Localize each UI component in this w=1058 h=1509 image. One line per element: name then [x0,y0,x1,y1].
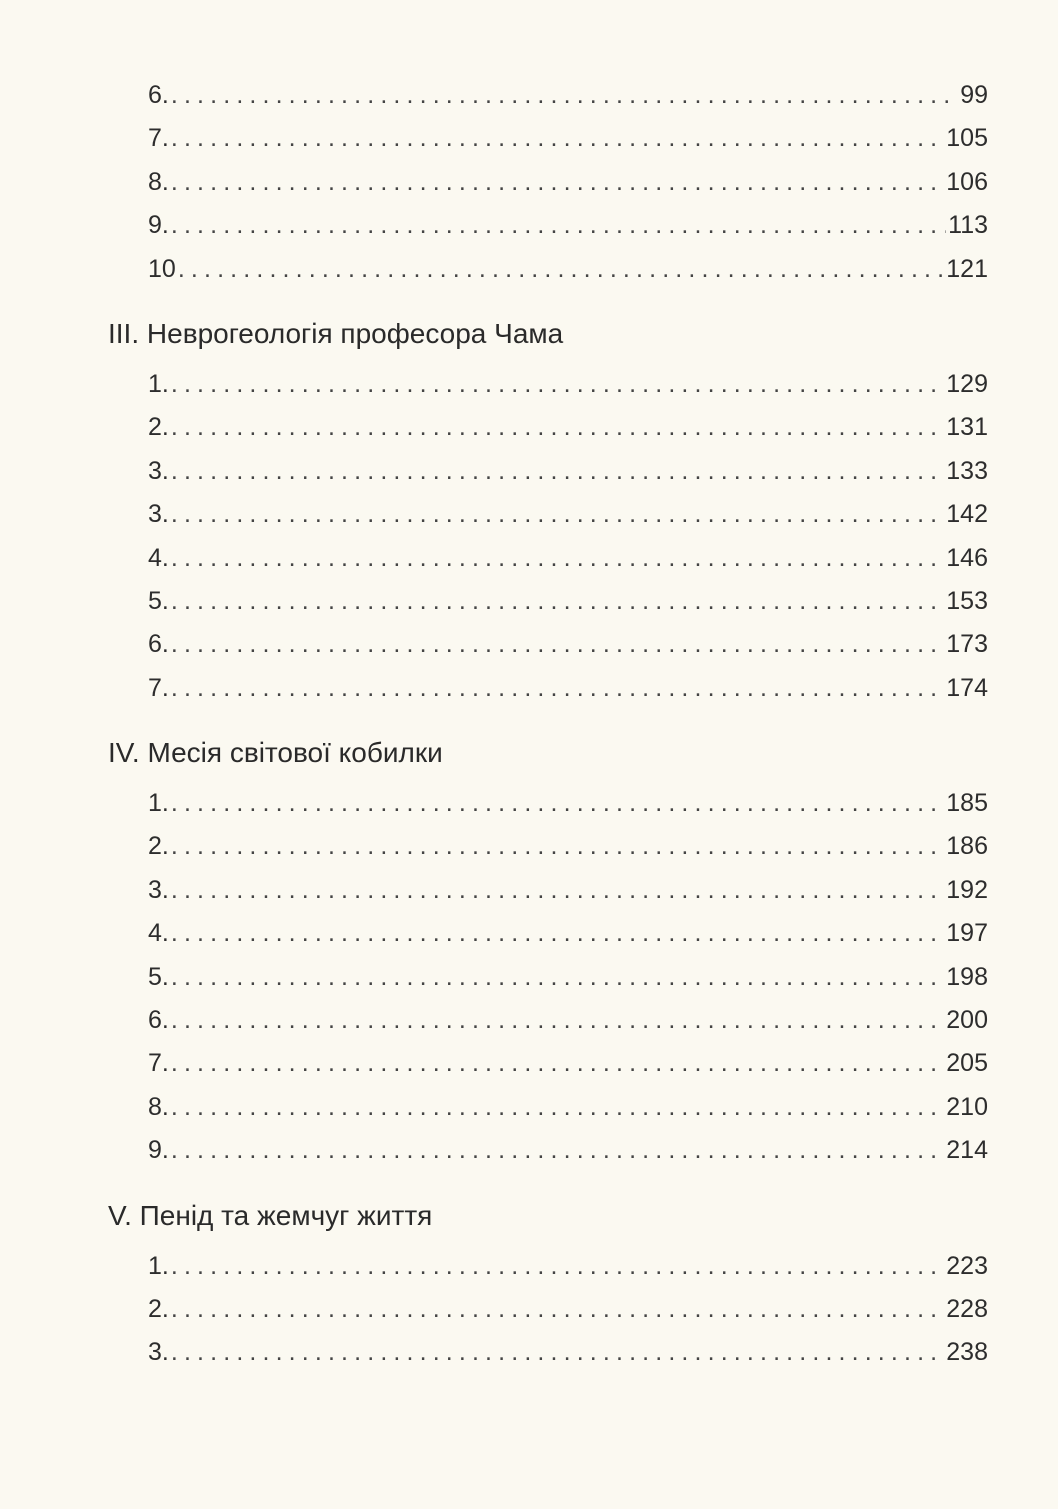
page-number: 198 [946,962,988,991]
dot-leader [171,161,944,204]
page-number: 200 [946,1006,988,1035]
page-number: 153 [946,586,988,615]
toc-entry [148,1245,988,1288]
toc-entry [148,1288,988,1331]
dot-leader [171,782,944,825]
part-title: III. Неврогеологія професора Чама [108,317,564,349]
page-number: 223 [946,1251,988,1280]
entry-number: 10 [148,254,176,283]
dot-leader [171,623,944,666]
toc-entry [148,667,988,710]
page-number: 133 [946,456,988,485]
toc-entry [148,999,988,1042]
dot-leader [171,493,944,536]
dot-leader [171,1288,944,1331]
toc-section-part-4 [108,731,988,1173]
dot-leader [171,1129,944,1172]
entry-number: 4. [148,543,169,572]
page-number: 174 [946,673,988,702]
dot-leader [171,912,944,955]
entry-number: 1. [148,369,169,398]
page-number: 129 [946,369,988,398]
dot-leader [171,869,944,912]
dot-leader [171,117,944,160]
entry-number: 8. [148,167,169,196]
toc-entry [148,1042,988,1085]
table-of-contents [108,74,988,1375]
toc-entry [148,204,988,247]
dot-leader [171,1086,944,1129]
entry-number: 2. [148,413,169,442]
page-number: 99 [960,81,988,109]
entry-number: 2. [148,1294,169,1323]
entry-number: 6. [148,1006,169,1035]
entry-number: 6. [148,630,169,659]
toc-entry [148,825,988,868]
page-number: 228 [946,1294,988,1323]
toc-entry [148,493,988,536]
toc-entry [148,1331,988,1374]
toc-entry [148,161,988,204]
page-number: 197 [946,919,988,948]
entry-number: 7. [148,673,169,702]
toc-entry [148,450,988,493]
entry-number: 5. [148,586,169,615]
toc-entry [148,406,988,449]
page-number: 146 [946,543,988,572]
toc-entry [148,1129,988,1172]
toc-entry [148,623,988,666]
toc-entry [148,869,988,912]
entry-number: 7. [148,124,169,153]
entry-number: 8. [148,1092,169,1121]
dot-leader [171,825,944,868]
toc-entry [148,782,988,825]
toc-entry [148,912,988,955]
page-number: 105 [946,124,988,153]
page-number: 142 [946,500,988,529]
toc-section-continued [108,74,988,291]
entry-number: 3. [148,456,169,485]
entry-number: 1. [148,789,169,818]
part-title: V. Пенід та жемчуг життя [108,1199,433,1231]
toc-entry [148,74,988,117]
toc-entry [148,580,988,623]
entry-number: 9. [148,211,169,240]
part-title: IV. Месія світової кобилки [108,737,443,769]
toc-section-part-5 [108,1194,988,1375]
dot-leader [171,999,944,1042]
dot-leader [171,74,958,117]
page-number: 173 [946,630,988,659]
entry-number: 9. [148,1136,169,1165]
entry-number: 5. [148,962,169,991]
toc-entry [148,117,988,160]
toc-entry [148,363,988,406]
page-number: 192 [946,875,988,904]
entry-number: 1. [148,1251,169,1280]
dot-leader [171,1042,944,1085]
page-number: 214 [946,1136,988,1165]
page-number: 210 [946,1092,988,1121]
dot-leader [171,580,944,623]
toc-entry [148,537,988,580]
dot-leader [171,363,944,406]
page-number: 205 [946,1049,988,1078]
page-number: 113 [948,211,988,240]
toc-entry [148,956,988,999]
page-number: 106 [946,167,988,196]
entry-number: 2. [148,832,169,861]
entry-number: 3. [148,500,169,529]
page-number: 131 [946,413,988,442]
page-number: 238 [946,1338,988,1367]
dot-leader [171,956,944,999]
dot-leader [171,406,944,449]
entry-number: 4. [148,919,169,948]
toc-entry [148,248,988,291]
page-number: 121 [946,254,988,283]
dot-leader [171,204,946,247]
page-number: 186 [946,832,988,861]
entry-number: 7. [148,1049,169,1078]
dot-leader [171,450,944,493]
entry-number: 3. [148,875,169,904]
toc-entry [148,1086,988,1129]
dot-leader [171,1331,944,1374]
dot-leader [171,537,944,580]
dot-leader [171,1245,944,1288]
page-number: 185 [946,789,988,818]
toc-section-part-3 [108,312,988,710]
dot-leader [171,667,944,710]
dot-leader [178,248,944,291]
entry-number: 6. [148,81,169,109]
entry-number: 3. [148,1338,169,1367]
